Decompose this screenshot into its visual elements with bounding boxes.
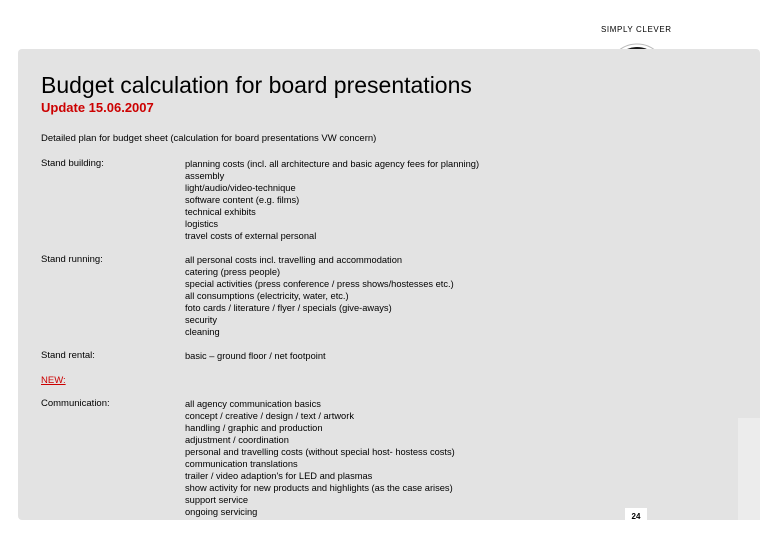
section-label-stand-rental: Stand rental: [41, 350, 95, 361]
list-item: light/audio/video-technique [185, 183, 296, 193]
section-label-communication: Communication: [41, 398, 110, 409]
list-item: catering (press people) [185, 267, 281, 277]
list-item: logistics [185, 219, 219, 229]
section-items-stand-building [185, 158, 479, 242]
list-item: ongoing servicing [185, 507, 258, 517]
list-item: security [185, 315, 218, 325]
list-item: all personal costs incl. travelling and accommodation [185, 255, 403, 265]
list-item: adjustment / coordination [185, 435, 289, 445]
list-item: support service [185, 495, 249, 505]
list-item: communication translations [185, 459, 298, 469]
page-title: Budget calculation for board presentations [41, 72, 472, 98]
list-item: special activities (press conference / press shows/hostesses etc.) [185, 279, 454, 289]
list-item: cleaning [185, 327, 220, 337]
list-item: personal and travelling costs (without special host- hostess costs) [185, 447, 455, 457]
list-item: assembly [185, 171, 225, 181]
section-items-communication [185, 398, 455, 518]
page-number: 24 [625, 508, 647, 526]
list-item: handling / graphic and production [185, 423, 323, 433]
new-label: NEW: [41, 375, 66, 386]
list-item: basic – ground floor / net footpoint [185, 351, 326, 361]
list-item: all agency communication basics [185, 399, 321, 409]
section-label-stand-building: Stand building: [41, 158, 104, 169]
list-item: trailer / video adaption's for LED and plasmas [185, 471, 373, 481]
section-items-stand-rental [185, 350, 326, 362]
list-item: show activity for new products and highlights (as the case arises) [185, 483, 453, 493]
list-item: travel costs of external personal [185, 231, 317, 241]
intro-text: Detailed plan for budget sheet (calculation for board presentations VW concern) [41, 133, 377, 144]
list-item: all consumptions (electricity, water, etc.) [185, 291, 349, 301]
list-item: technical exhibits [185, 207, 256, 217]
section-label-stand-running: Stand running: [41, 254, 103, 265]
list-item: software content (e.g. films) [185, 195, 300, 205]
list-item: foto cards / literature / flyer / specials (give-aways) [185, 303, 392, 313]
list-item: planning costs (incl. all architecture and basic agency fees for planning) [185, 159, 480, 169]
brand-tagline: SIMPLY CLEVER [601, 25, 672, 34]
section-items-stand-running [185, 254, 454, 338]
panel-corner-accent [738, 418, 760, 520]
page-subtitle: Update 15.06.2007 [41, 100, 154, 115]
list-item: concept / creative / design / text / artwork [185, 411, 354, 421]
